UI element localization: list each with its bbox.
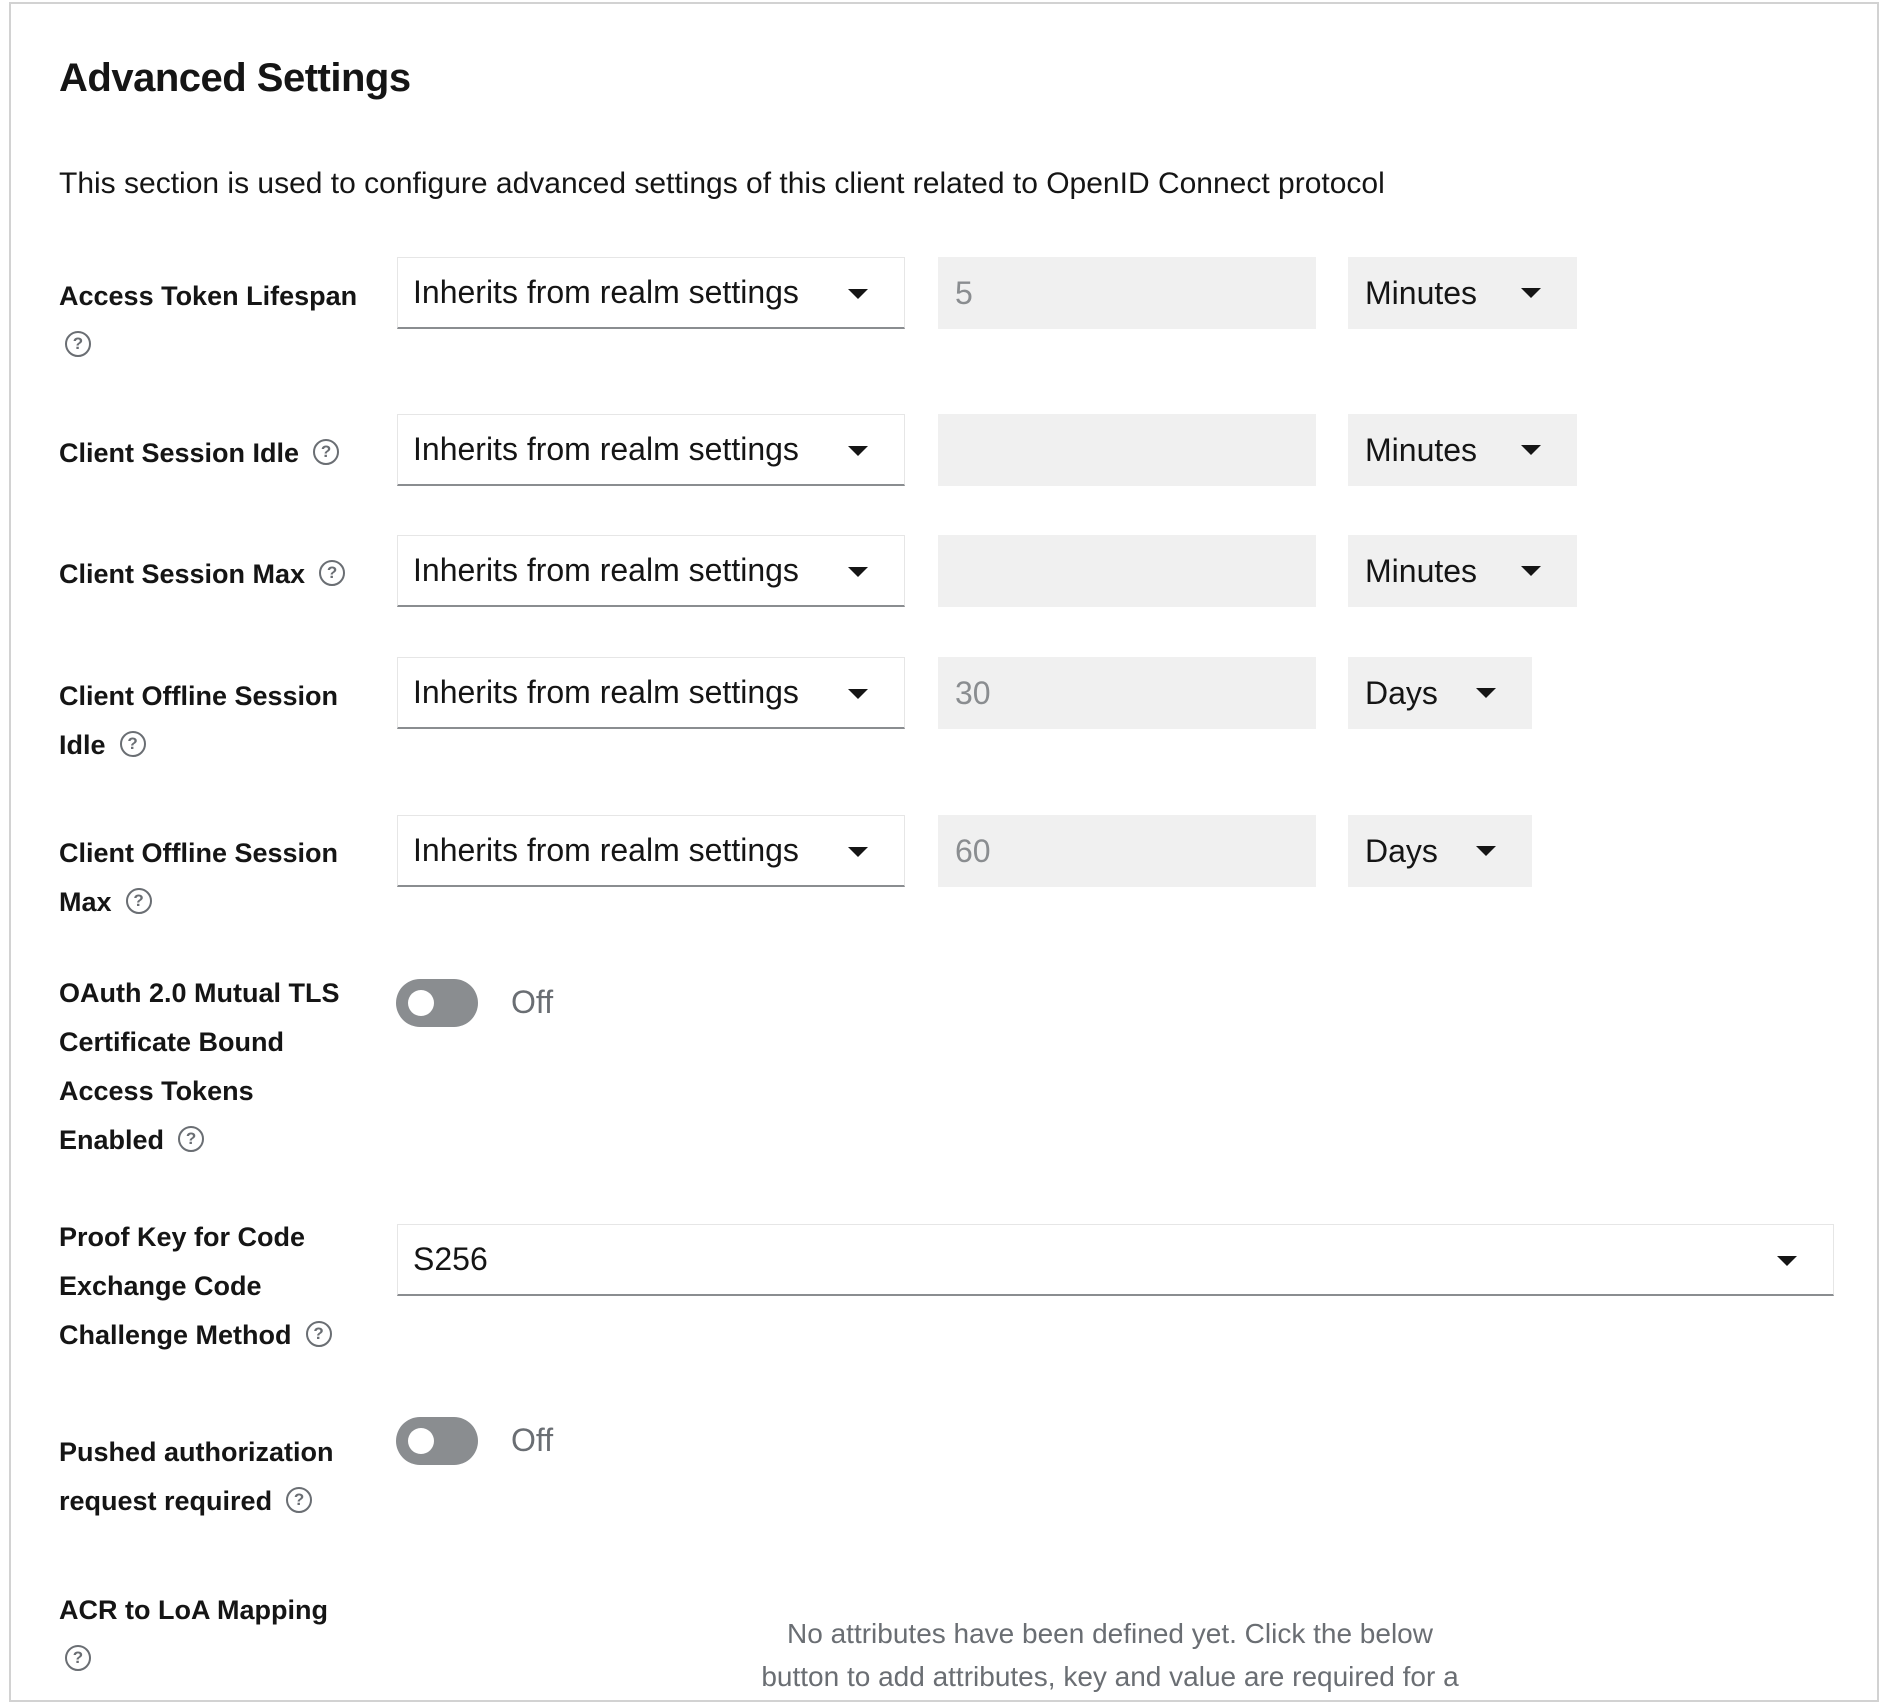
label-line-2: Idle	[59, 730, 106, 760]
client-offline-session-max-input[interactable]: 60	[938, 815, 1316, 887]
help-circle-icon[interactable]: ?	[120, 731, 146, 757]
access-token-lifespan-label-text: Access Token Lifespan	[59, 281, 358, 311]
caret-down-icon	[1777, 1256, 1797, 1266]
caret-down-icon	[848, 847, 868, 857]
client-offline-session-idle-label	[59, 672, 369, 770]
client-session-max-mode-select[interactable]	[397, 535, 905, 607]
par-toggle[interactable]	[396, 1417, 478, 1465]
select-value: Inherits from realm settings	[413, 431, 799, 467]
access-token-lifespan-unit-select[interactable]	[1348, 257, 1577, 329]
client-session-idle-unit-select[interactable]	[1348, 414, 1577, 486]
section-title: Advanced Settings	[59, 56, 411, 100]
unit-value: Minutes	[1365, 275, 1478, 311]
caret-down-icon	[848, 567, 868, 577]
help-circle-icon[interactable]: ?	[65, 1645, 91, 1671]
caret-down-icon	[1476, 846, 1496, 856]
unit-value: Days	[1365, 833, 1438, 869]
caret-down-icon	[1521, 566, 1541, 576]
pkce-label	[59, 1213, 369, 1360]
caret-down-icon	[1521, 288, 1541, 298]
unit-value: Minutes	[1365, 432, 1478, 468]
select-value: Inherits from realm settings	[413, 674, 799, 710]
help-circle-icon[interactable]: ?	[286, 1487, 312, 1513]
label-line-4: Enabled	[59, 1125, 165, 1155]
acr-empty-state	[700, 1612, 1520, 1698]
client-session-idle-label	[59, 429, 369, 478]
empty-line-1: No attributes have been defined yet. Click the below	[787, 1618, 1433, 1649]
client-offline-session-max-mode-select[interactable]	[397, 815, 905, 887]
caret-down-icon	[848, 446, 868, 456]
select-value: Inherits from realm settings	[413, 552, 799, 588]
help-circle-icon[interactable]: ?	[126, 888, 152, 914]
client-session-max-label-text: Client Session Max	[59, 559, 306, 589]
help-circle-icon[interactable]: ?	[319, 560, 345, 586]
par-label	[59, 1428, 369, 1526]
label-line-1: Pushed authorization	[59, 1437, 334, 1467]
mtls-toggle[interactable]	[396, 979, 478, 1027]
label-line-3: Access Tokens	[59, 1076, 254, 1106]
select-value: Inherits from realm settings	[413, 832, 799, 868]
access-token-lifespan-label	[59, 272, 369, 370]
help-circle-icon[interactable]: ?	[65, 331, 91, 357]
toggle-knob	[408, 1428, 434, 1454]
select-value: S256	[413, 1241, 488, 1277]
client-offline-session-idle-mode-select[interactable]	[397, 657, 905, 729]
label-line-2: request required	[59, 1486, 273, 1516]
help-circle-icon[interactable]: ?	[178, 1126, 204, 1152]
client-offline-session-max-unit-select[interactable]	[1348, 815, 1532, 887]
label-line-1: Client Offline Session	[59, 838, 339, 868]
label-line-3: Challenge Method	[59, 1320, 292, 1350]
acr-label	[59, 1586, 369, 1684]
label-line-2: Max	[59, 887, 112, 917]
access-token-lifespan-mode-select[interactable]	[397, 257, 905, 329]
mtls-toggle-state: Off	[511, 984, 554, 1020]
mtls-label	[59, 969, 369, 1165]
toggle-knob	[408, 990, 434, 1016]
client-session-idle-mode-select[interactable]	[397, 414, 905, 486]
caret-down-icon	[1476, 688, 1496, 698]
help-circle-icon[interactable]: ?	[306, 1321, 332, 1347]
label-line-1: OAuth 2.0 Mutual TLS	[59, 978, 340, 1008]
client-offline-session-idle-unit-select[interactable]	[1348, 657, 1532, 729]
client-session-max-label	[59, 550, 369, 599]
client-session-max-input[interactable]	[938, 535, 1316, 607]
caret-down-icon	[848, 689, 868, 699]
unit-value: Days	[1365, 675, 1438, 711]
par-toggle-state: Off	[511, 1422, 554, 1458]
access-token-lifespan-input[interactable]: 5	[938, 257, 1316, 329]
client-offline-session-max-label	[59, 829, 369, 927]
label-line-1: Proof Key for Code	[59, 1222, 306, 1252]
client-session-max-unit-select[interactable]	[1348, 535, 1577, 607]
unit-value: Minutes	[1365, 553, 1478, 589]
client-offline-session-idle-input[interactable]: 30	[938, 657, 1316, 729]
acr-label-text: ACR to LoA Mapping	[59, 1595, 328, 1625]
select-value: Inherits from realm settings	[413, 274, 799, 310]
label-line-1: Client Offline Session	[59, 681, 339, 711]
client-session-idle-label-text: Client Session Idle	[59, 438, 300, 468]
section-description: This section is used to configure advanced settings of this client related to OpenID Connect protocol	[59, 167, 1385, 200]
client-session-idle-input[interactable]	[938, 414, 1316, 486]
pkce-method-select[interactable]	[397, 1224, 1834, 1296]
empty-line-2: button to add attributes, key and value are required for a	[761, 1661, 1459, 1692]
label-line-2: Certificate Bound	[59, 1027, 285, 1057]
caret-down-icon	[848, 289, 868, 299]
label-line-2: Exchange Code	[59, 1271, 262, 1301]
caret-down-icon	[1521, 445, 1541, 455]
help-circle-icon[interactable]: ?	[313, 439, 339, 465]
